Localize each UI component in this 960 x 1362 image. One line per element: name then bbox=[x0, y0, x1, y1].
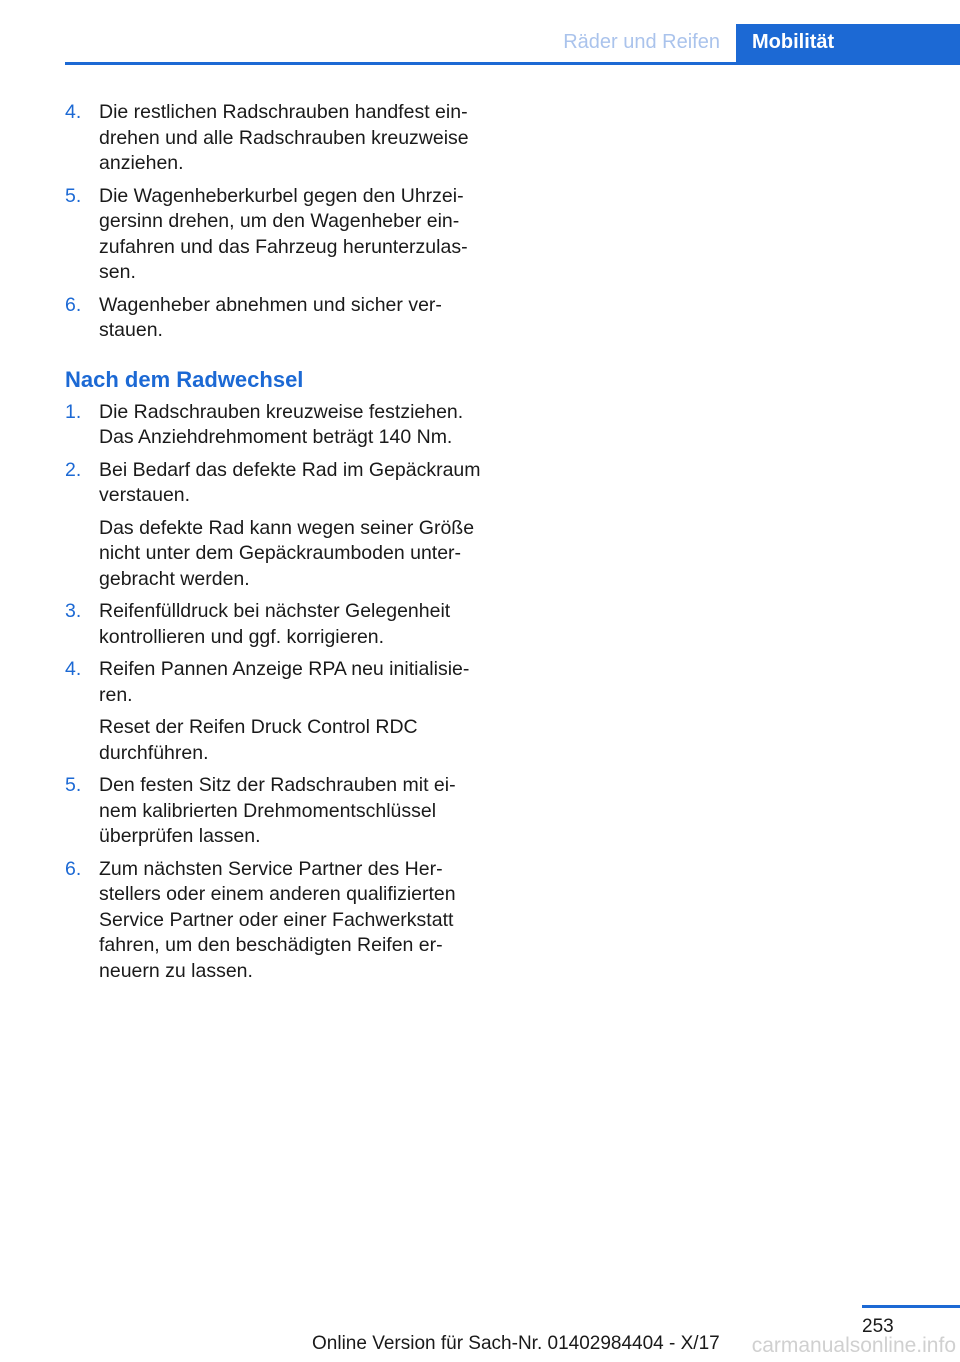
step-number: 6. bbox=[65, 857, 82, 880]
list-item bbox=[65, 100, 485, 177]
step-text: Die restlichen Radschrauben handfest eindrehen und alle Radschrauben kreuzweise anziehen. bbox=[99, 101, 469, 174]
list-item bbox=[65, 184, 485, 286]
step-note: Das defekte Rad kann wegen seiner Größe nicht unter dem Gepäckraumboden untergebracht werden. bbox=[99, 516, 475, 590]
list-item bbox=[65, 857, 485, 985]
step-number: 1. bbox=[65, 400, 82, 423]
steps-list-after-wheel-change bbox=[65, 400, 485, 985]
step-text: Zum nächsten Service Partner des Herstellers oder einem anderen qualifizierten Service Partner oder einer Fachwerkstatt fahren, um den beschädigten Reifen erneuern zu lassen. bbox=[99, 857, 456, 982]
step-number: 5. bbox=[65, 184, 82, 207]
list-item bbox=[65, 458, 485, 593]
section-title: Räder und Reifen bbox=[563, 31, 720, 53]
list-item bbox=[65, 400, 485, 451]
section-heading: Nach dem Radwechsel bbox=[65, 366, 304, 392]
step-text: Die Wagenheberkurbel gegen den Uhrzeigersinn drehen, um den Wagenheber einzufahren und das Fahrzeug herunterzulassen. bbox=[99, 184, 468, 283]
step-number: 4. bbox=[65, 101, 82, 123]
step-number: 4. bbox=[65, 658, 82, 680]
list-item bbox=[65, 657, 485, 766]
step-text: Die Radschrauben kreuzweise festziehen. Das Anziehdrehmoment beträgt 140 Nm. bbox=[99, 400, 464, 448]
step-text: Reifenfülldruck bei nächster Gelegenheit kontrollieren und ggf. korrigieren. bbox=[99, 600, 451, 648]
step-number: 3. bbox=[65, 600, 82, 622]
step-number: 5. bbox=[65, 774, 82, 796]
step-number: 6. bbox=[65, 293, 82, 316]
chapter-tab: Mobilität bbox=[736, 24, 960, 62]
step-text: Bei Bedarf das defekte Rad im Gepäckraum verstauen. bbox=[99, 458, 481, 506]
step-number: 2. bbox=[65, 458, 82, 481]
steps-list-continued bbox=[65, 100, 485, 344]
list-item bbox=[65, 293, 485, 344]
main-content bbox=[65, 100, 485, 991]
step-text: Wagenheber abnehmen und sicher verstauen. bbox=[99, 293, 442, 341]
watermark: carmanualsonline.info bbox=[751, 1334, 956, 1357]
list-item bbox=[65, 599, 485, 650]
page-number: 253 bbox=[862, 1316, 894, 1337]
page-header bbox=[65, 24, 960, 65]
list-item bbox=[65, 773, 485, 850]
page-number-rule bbox=[862, 1305, 960, 1308]
footer-version: Online Version für Sach-Nr. 01402984404 - X/17 bbox=[312, 1333, 720, 1354]
step-text: Den festen Sitz der Radschrauben mit einem kalibrierten Drehmomentschlüssel überprüfen lassen. bbox=[99, 774, 456, 847]
step-note: Reset der Reifen Druck Control RDC durchführen. bbox=[99, 716, 418, 764]
step-text: Reifen Pannen Anzeige RPA neu initialisieren. bbox=[99, 658, 470, 706]
